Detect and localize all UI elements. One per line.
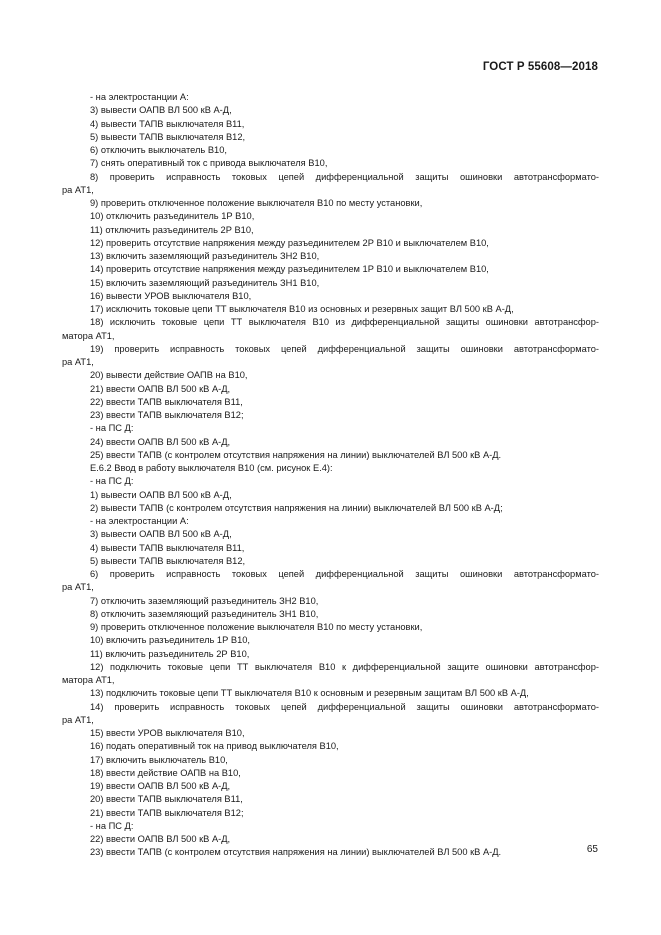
paragraph-line: 15) ввести УРОВ выключателя В10, <box>90 728 245 738</box>
paragraph-line: 13) подключить токовые цепи ТТ выключателя В10 к основным и резервным защитам ВЛ 500 кВ А-Д, <box>90 688 529 699</box>
paragraph-line: 5) вывести ТАПВ выключателя В12, <box>90 131 246 142</box>
paragraph-line: 21) ввести ОАПВ ВЛ 500 кВ А-Д, <box>90 383 231 394</box>
paragraph-line: 18) ввести действие ОАПВ на В10, <box>90 767 241 778</box>
paragraph-line: 18) исключить токовые цепи ТТ выключателя В10 из дифференциальной защиты ошиновки автотрансфор- <box>90 317 599 328</box>
paragraph-line: 12) подключить токовые цепи ТТ выключателя В10 к дифференциальной защите ошиновки автотрансфор- <box>90 661 599 672</box>
paragraph-continuation-line: матора АТ1, <box>62 330 115 341</box>
paragraph-line: 9) проверить отключенное положение выключателя В10 по месту установки, <box>90 198 423 208</box>
paragraph-line: 24) ввести ОАПВ ВЛ 500 кВ А-Д, <box>90 436 231 447</box>
paragraph-line: 10) отключить разъединитель 1Р В10, <box>90 211 255 222</box>
paragraph-line: 16) вывести УРОВ выключателя В10, <box>90 290 252 301</box>
paragraph-line: 10) включить разъединитель 1Р В10, <box>90 635 251 646</box>
paragraph-line: 15) включить заземляющий разъединитель ЗН1 В10, <box>90 277 320 288</box>
paragraph-line: 1) вывести ОАПВ ВЛ 500 кВ А-Д, <box>90 489 232 500</box>
paragraph-continuation-line: ра АТ1, <box>62 357 94 367</box>
paragraph-line: 11) включить разъединитель 2Р В10, <box>90 648 250 659</box>
document-body <box>62 91 599 860</box>
paragraph-continuation-line: матора АТ1, <box>62 675 115 685</box>
paragraph-line: 19) проверить исправность токовых цепей дифференциальной защиты ошиновки автотрансформато- <box>90 343 599 354</box>
paragraph-line: 19) ввести ОАПВ ВЛ 500 кВ А-Д, <box>90 781 231 791</box>
paragraph-line: 7) отключить заземляющий разъединитель ЗН2 В10, <box>90 595 319 606</box>
paragraph-line: - на электростанции А: <box>90 516 189 526</box>
paragraph-line: - на ПС Д: <box>90 820 134 831</box>
paragraph-line: 7) снять оперативный ток с привода выключателя В10, <box>90 158 328 169</box>
paragraph-line: 5) вывести ТАПВ выключателя В12, <box>90 555 246 566</box>
paragraph-line: 21) ввести ТАПВ выключателя В12; <box>90 807 244 818</box>
paragraph-line: 14) проверить отсутствие напряжения между разъединителем 1Р В10 и выключателем В10, <box>90 264 489 275</box>
paragraph-line: 6) отключить выключатель В10, <box>90 145 227 155</box>
page-number: 65 <box>586 844 598 855</box>
paragraph-line: 12) проверить отсутствие напряжения между разъединителем 2Р В10 и выключателем В10, <box>90 237 489 248</box>
paragraph-continuation-line: ра АТ1, <box>62 714 94 725</box>
paragraph-line: 17) включить выключатель В10, <box>90 754 228 765</box>
paragraph-line: 20) ввести ТАПВ выключателя В11, <box>90 794 243 805</box>
paragraph-line: 3) вывести ОАПВ ВЛ 500 кВ А-Д, <box>90 529 232 540</box>
paragraph-line: 8) проверить исправность токовых цепей дифференциальной защиты ошиновки автотрансформато- <box>90 171 599 182</box>
paragraph-line: 22) ввести ТАПВ выключателя В11, <box>90 396 243 407</box>
paragraph-line: 11) отключить разъединитель 2Р В10, <box>90 224 254 235</box>
paragraph-line: 17) исключить токовые цепи ТТ выключателя В10 из основных и резервных защит ВЛ 500 кВ А-Д, <box>90 304 514 314</box>
paragraph-line: 2) вывести ТАПВ (с контролем отсутствия напряжения на линии) выключателей ВЛ 500 кВ А-Д; <box>90 502 503 513</box>
paragraph-line: 8) отключить заземляющий разъединитель ЗН1 В10, <box>90 608 319 619</box>
paragraph-line: 23) ввести ТАПВ выключателя В12; <box>90 410 244 420</box>
paragraph-line: 4) вывести ТАПВ выключателя В11, <box>90 542 245 553</box>
paragraph-line: 16) подать оперативный ток на привод выключателя В10, <box>90 741 339 752</box>
paragraph-continuation-line: ра АТ1, <box>62 582 94 593</box>
paragraph-line: 22) ввести ОАПВ ВЛ 500 кВ А-Д, <box>90 834 231 844</box>
paragraph-line: 23) ввести ТАПВ (с контролем отсутствия напряжения на линии) выключателей ВЛ 500 кВ А-Д. <box>90 847 502 858</box>
paragraph-line: 4) вывести ТАПВ выключателя В11, <box>90 118 245 129</box>
paragraph-line: 13) включить заземляющий разъединитель ЗН2 В10, <box>90 251 320 261</box>
paragraph-line: 3) вывести ОАПВ ВЛ 500 кВ А-Д, <box>90 105 232 116</box>
paragraph-line: - на ПС Д: <box>90 476 134 487</box>
document-header: ГОСТ Р 55608—2018 <box>482 61 598 73</box>
paragraph-line: 20) вывести действие ОАПВ на В10, <box>90 370 248 381</box>
paragraph-line: 9) проверить отключенное положение выключателя В10 по месту установки, <box>90 622 423 632</box>
paragraph-continuation-line: ра АТ1, <box>62 184 94 195</box>
paragraph-line: Е.6.2 Ввод в работу выключателя В10 (см. рисунок Е.4): <box>90 463 333 473</box>
paragraph-line: - на ПС Д: <box>90 423 134 434</box>
paragraph-line: - на электростанции А: <box>90 92 189 102</box>
paragraph-line: 14) проверить исправность токовых цепей дифференциальной защиты ошиновки автотрансформато- <box>90 701 599 712</box>
paragraph-line: 6) проверить исправность токовых цепей дифференциальной защиты ошиновки автотрансформато- <box>90 569 599 579</box>
paragraph-line: 25) ввести ТАПВ (с контролем отсутствия напряжения на линии) выключателей ВЛ 500 кВ А-Д. <box>90 449 502 460</box>
